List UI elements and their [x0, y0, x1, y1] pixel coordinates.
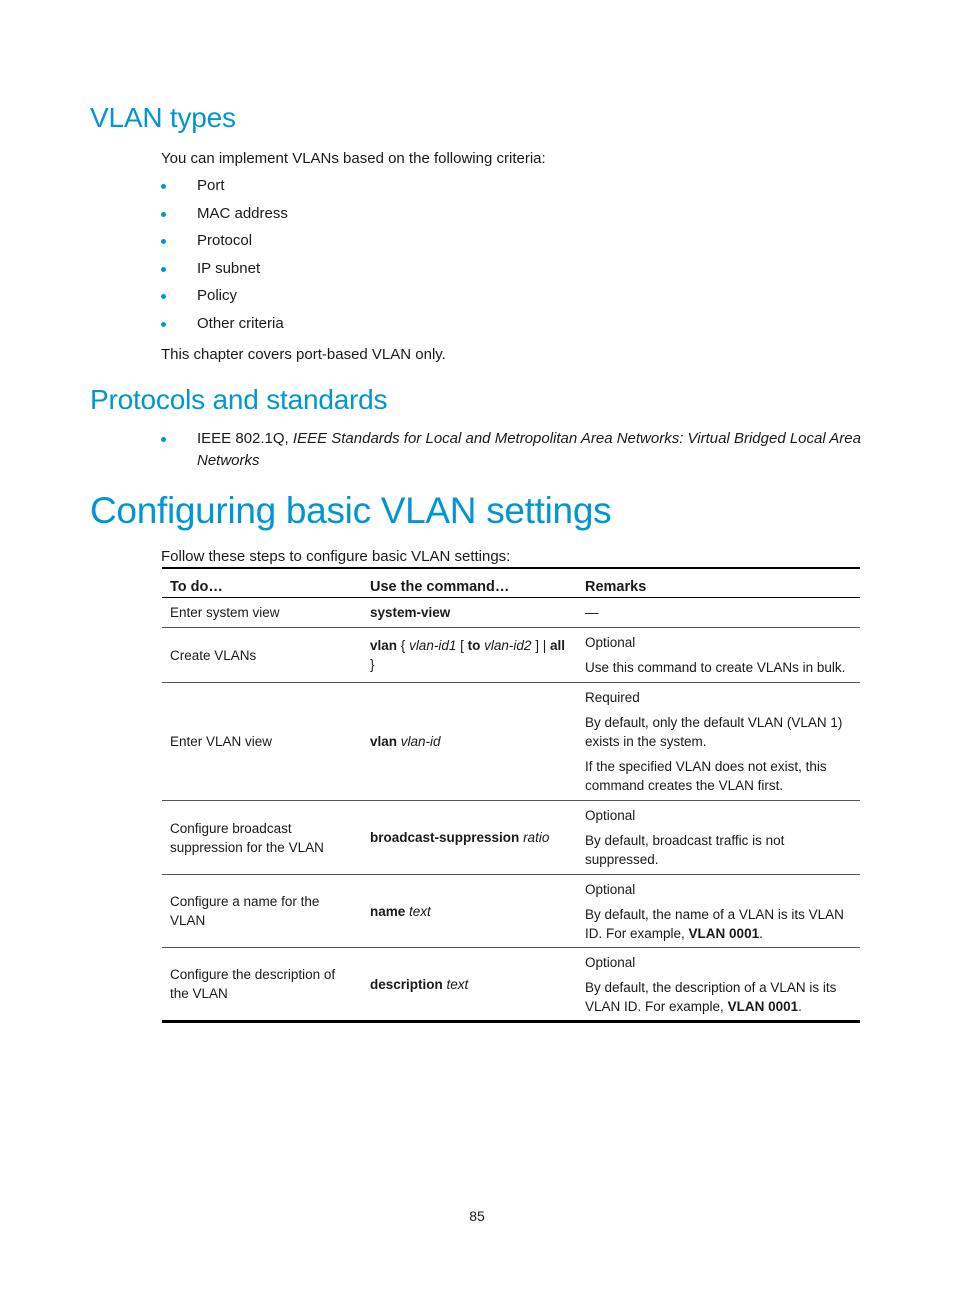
col-header-remarks: Remarks	[577, 568, 860, 598]
vlan-types-intro: You can implement VLANs based on the following criteria:	[161, 150, 546, 167]
table-row: Create VLANs vlan { vlan-id1 [ to vlan-id2 ] | all } Optional Use this command to create VLANs in bulk.	[162, 628, 860, 683]
table-row: Enter VLAN view vlan vlan-id Required By default, only the default VLAN (VLAN 1) exists in the system. If the specified VLAN does not exist, this command creates the VLAN first.	[162, 683, 860, 801]
standard-title: IEEE Standards for Local and Metropolitan Area Networks: Virtual Bridged Local Area Networks	[197, 430, 861, 469]
list-item: MAC address	[161, 204, 288, 232]
table-row: Configure the description of the VLAN description text Optional By default, the description of a VLAN is its VLAN ID. For example, VLAN 0001.	[162, 948, 860, 1022]
table-row: Configure a name for the VLAN name text Optional By default, the name of a VLAN is its VLAN ID. For example, VLAN 0001.	[162, 875, 860, 948]
bullet-dot-icon	[161, 322, 166, 327]
table-header-row	[162, 568, 860, 598]
col-header-command: Use the command…	[362, 568, 577, 598]
table-row: Configure broadcast suppression for the VLAN broadcast-suppression ratio Optional By default, broadcast traffic is not suppressed.	[162, 801, 860, 875]
bullet-dot-icon	[161, 437, 166, 442]
configuring-intro: Follow these steps to configure basic VLAN settings:	[161, 548, 511, 565]
list-item: Port	[161, 176, 288, 204]
bullet-dot-icon	[161, 239, 166, 244]
standard-item: IEEE 802.1Q, IEEE Standards for Local and Metropolitan Area Networks: Virtual Bridged Local Area Networks	[161, 428, 861, 472]
table-row: Enter system view system-view —	[162, 598, 860, 628]
heading-configuring: Configuring basic VLAN settings	[90, 490, 612, 531]
col-header-todo: To do…	[162, 568, 362, 598]
list-item: IP subnet	[161, 259, 288, 287]
heading-protocols: Protocols and standards	[90, 384, 388, 415]
list-item: Other criteria	[161, 314, 288, 342]
bullet-dot-icon	[161, 212, 166, 217]
bullet-dot-icon	[161, 294, 166, 299]
list-item: Policy	[161, 286, 288, 314]
heading-vlan-types: VLAN types	[90, 102, 236, 133]
vlan-types-note: This chapter covers port-based VLAN only.	[161, 346, 446, 363]
criteria-list	[161, 176, 288, 342]
bullet-dot-icon	[161, 267, 166, 272]
list-item: Protocol	[161, 231, 288, 259]
bullet-dot-icon	[161, 184, 166, 189]
command-table	[162, 567, 860, 1023]
page-number: 85	[469, 1208, 485, 1224]
